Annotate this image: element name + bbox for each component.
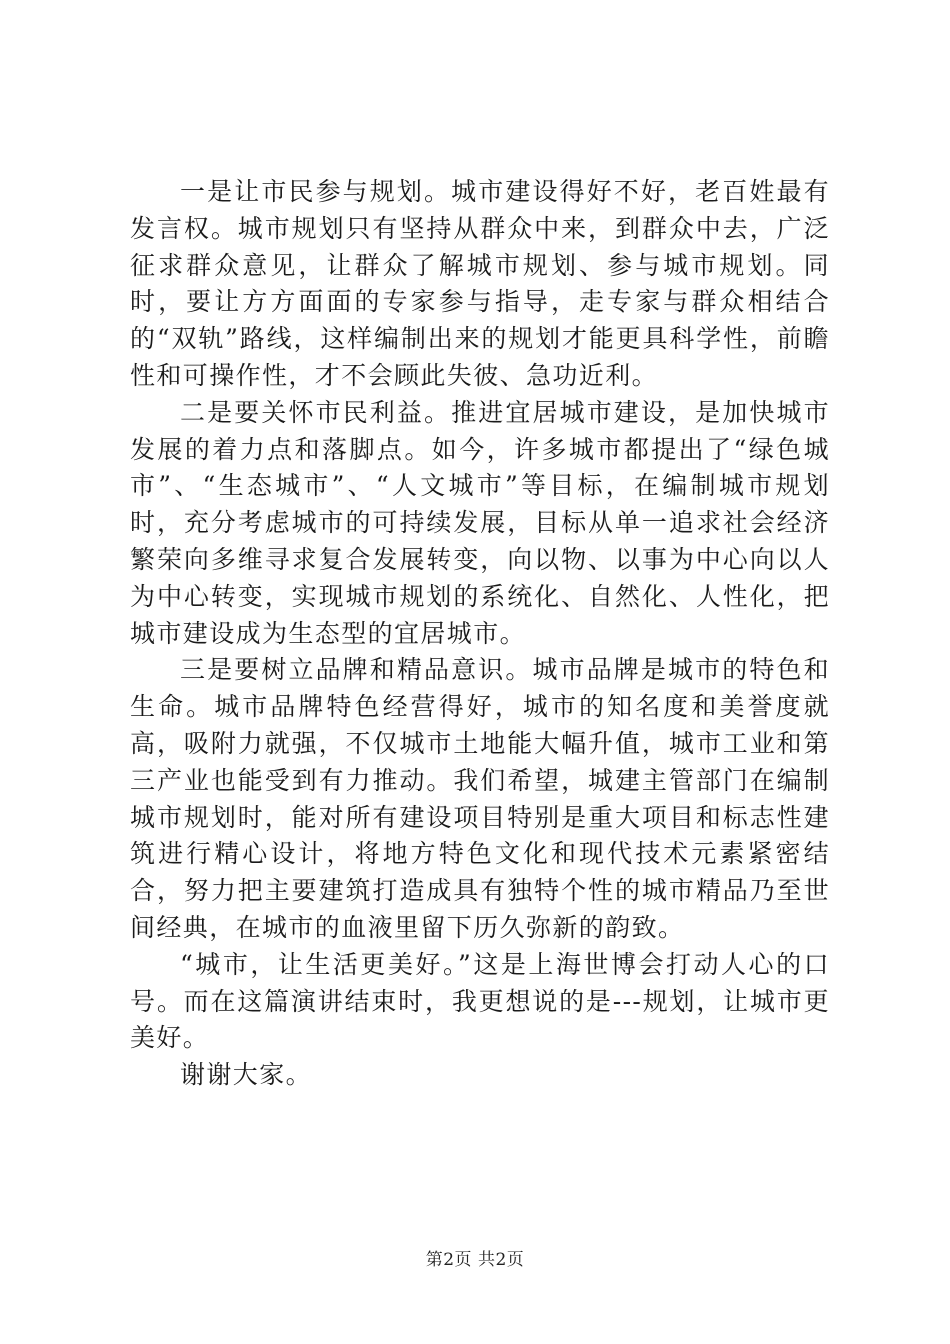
paragraph-3: 三是要树立品牌和精品意识。城市品牌是城市的特色和生命。城市品牌特色经营得好，城市的知名度和美誉度就高，吸附力就强，不仅城市土地能大幅升值，城市工业和第三产业也能受到有力推动。我们希望，城建主管部门在编制城市规划时，能对所有建设项目特别是重大项目和标志性建筑进行精心设计，将地方特色文化和现代技术元素紧密结合，努力把主要建筑打造成具有独特个性的城市精品乃至世间经典，在城市的血液里留下历久弥新的韵致。 xyxy=(130,655,830,942)
paragraph-5: 谢谢大家。 xyxy=(180,1060,313,1090)
page-footer: 第2页 共2页 xyxy=(425,1250,525,1270)
paragraph-1: 一是让市民参与规划。城市建设得好不好，老百姓最有发言权。城市规划只有坚持从群众中来，到群众中去，广泛征求群众意见，让群众了解城市规划、参与城市规划。同时，要让方方面面的专家参与指导，走专家与群众相结合的“双轨”路线，这样编制出来的规划才能更具科学性，前瞻性和可操作性，才不会顾此失彼、急功近利。 xyxy=(130,177,830,390)
document-body xyxy=(130,174,830,1094)
paragraph-2: 二是要关怀市民利益。推进宜居城市建设，是加快城市发展的着力点和落脚点。如今，许多城市都提出了“绿色城市”、“生态城市”、“人文城市”等目标，在编制城市规划时，充分考虑城市的可持续发展，目标从单一追求社会经济繁荣向多维寻求复合发展转变，向以物、以事为中心向以人为中心转变，实现城市规划的系统化、自然化、人性化，把城市建设成为生态型的宜居城市。 xyxy=(130,397,830,648)
paragraph-4: “城市，让生活更美好。”这是上海世博会打动人心的口号。而在这篇演讲结束时，我更想说的是---规划，让城市更美好。 xyxy=(130,949,830,1053)
